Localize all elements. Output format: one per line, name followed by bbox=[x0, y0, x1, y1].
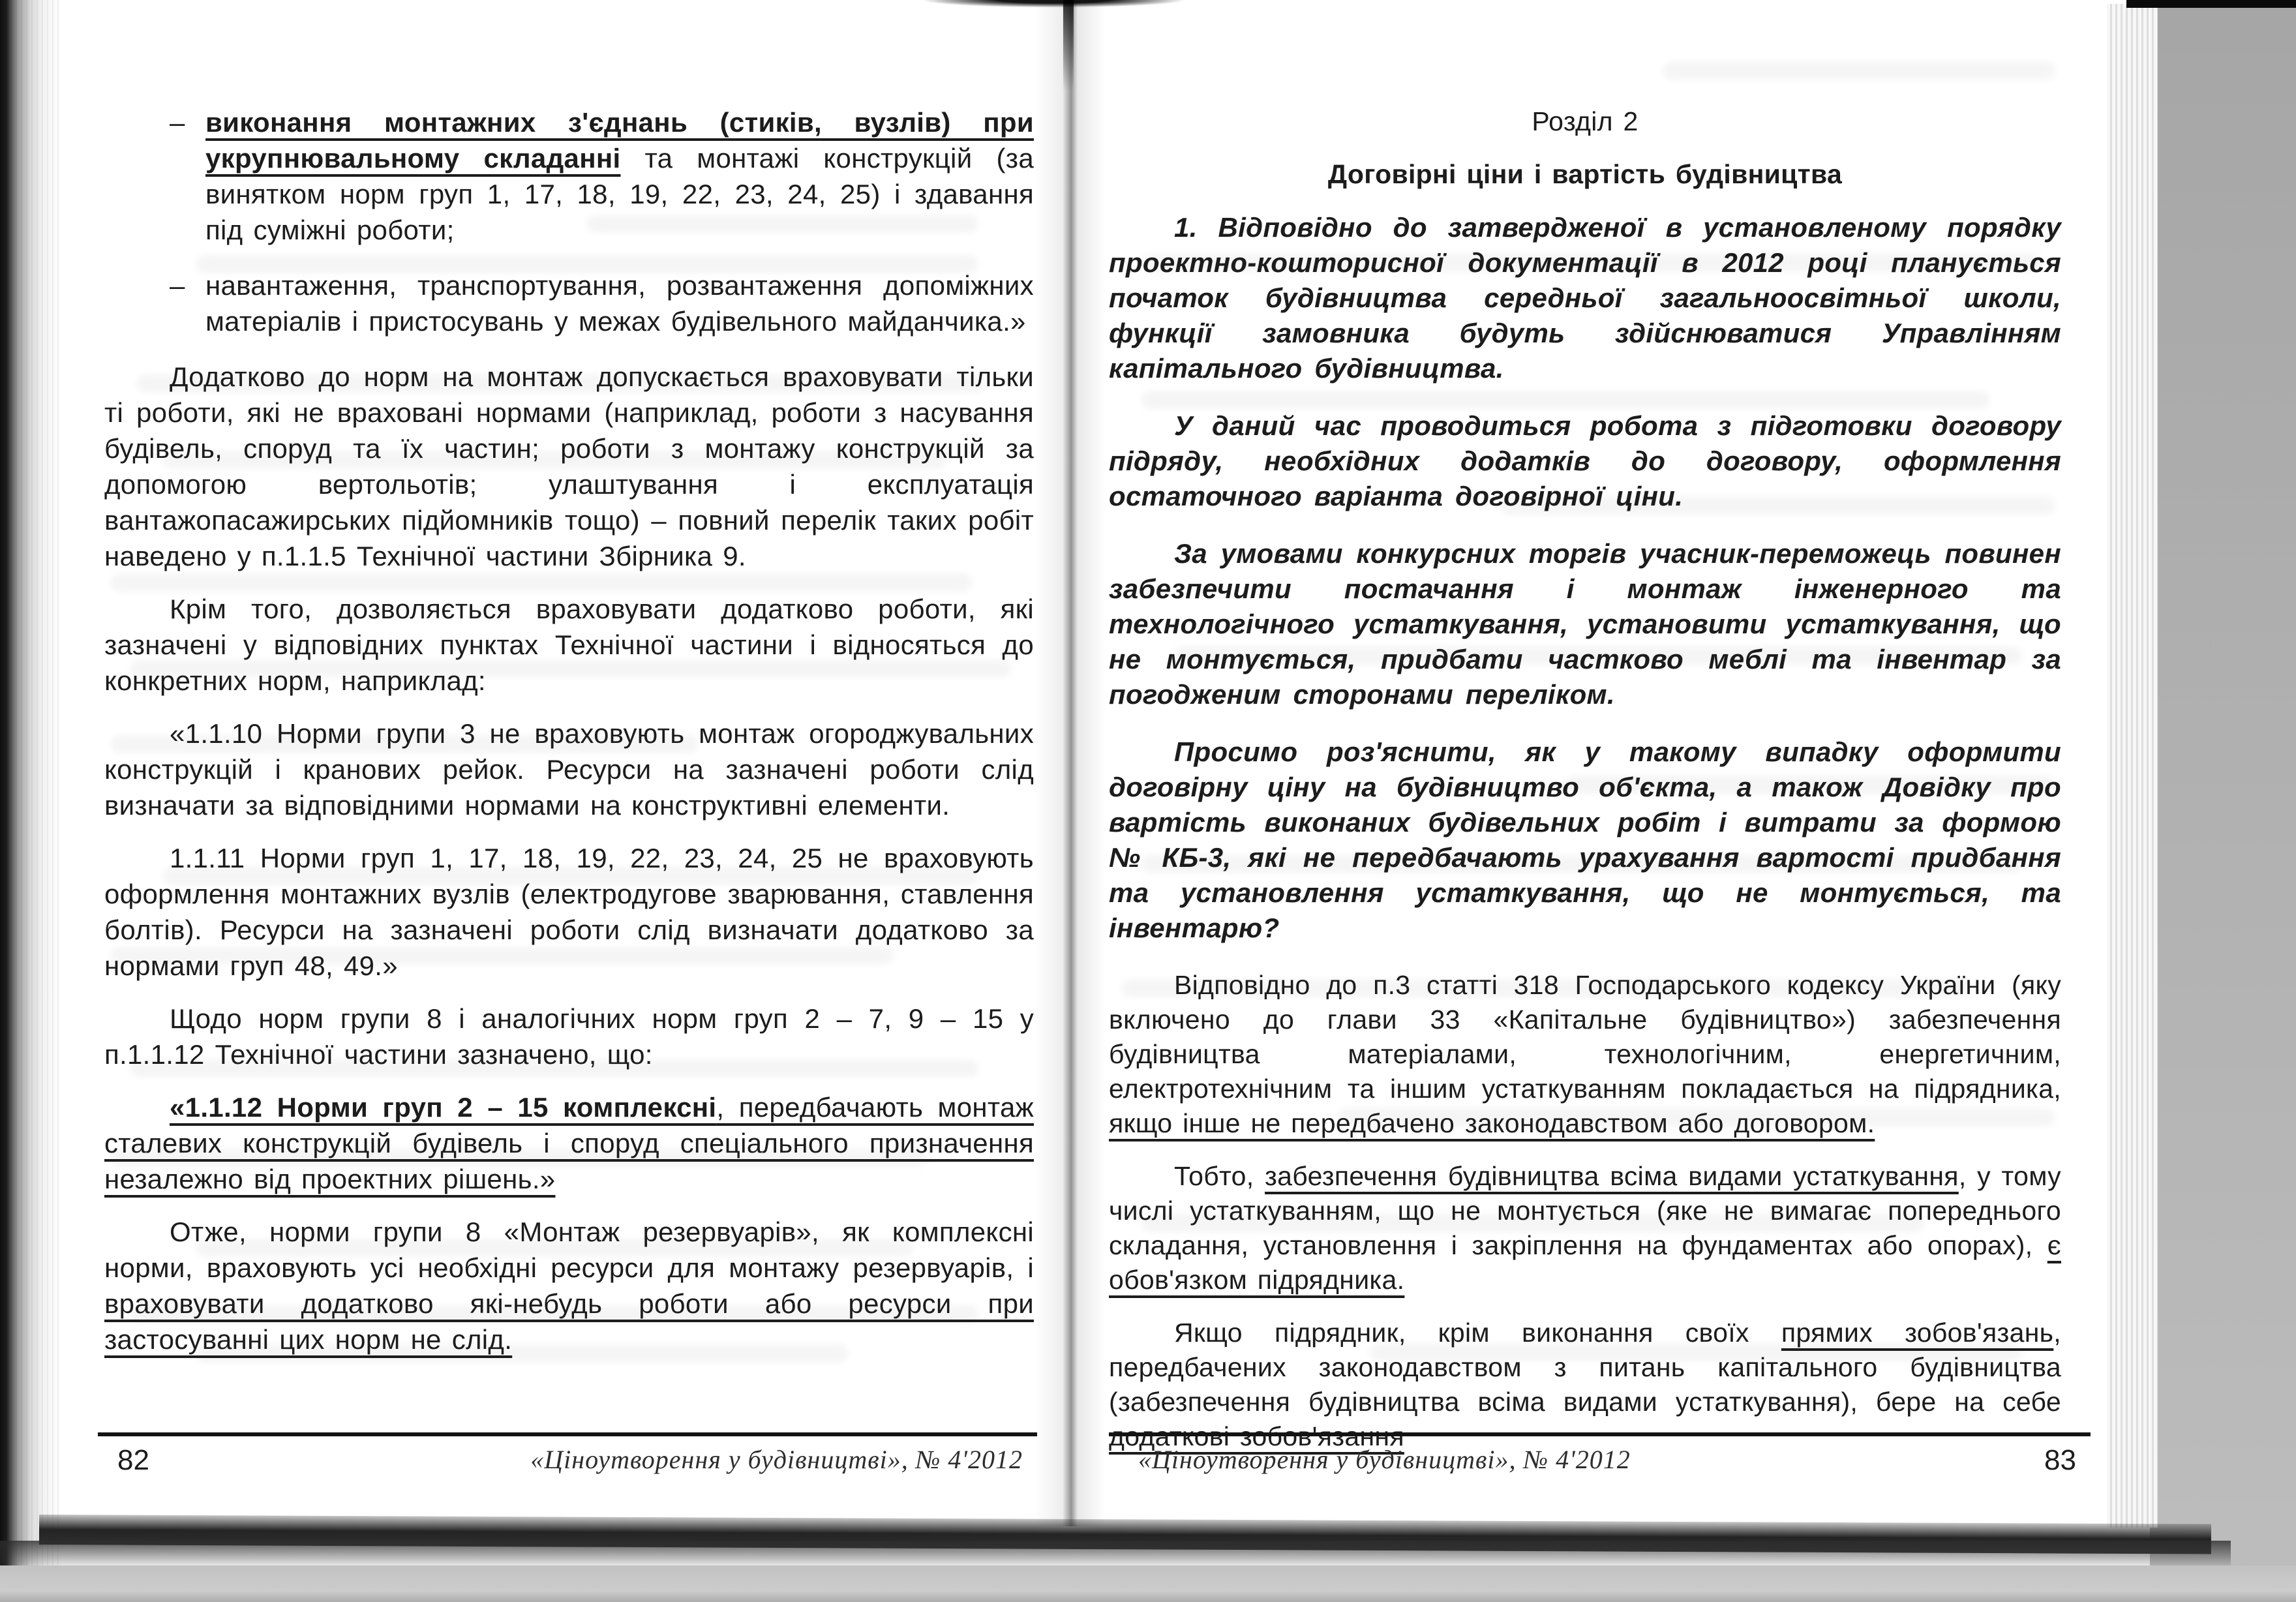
text-run: є обов'язком підрядника. bbox=[1109, 1230, 2061, 1295]
text-run: Договірні ціни і вартість будівництва bbox=[1327, 159, 1843, 189]
book-spine-shadow-top bbox=[871, 0, 1236, 10]
paragraph bbox=[104, 1001, 1034, 1072]
text-run: додаткові зобов'язання bbox=[1109, 1421, 1404, 1451]
scanner-background-bottom bbox=[0, 1565, 2296, 1602]
scanner-strip-top-right bbox=[2126, 0, 2296, 8]
text-run: Якщо підрядник, крім виконання своїх bbox=[1174, 1318, 1781, 1348]
bottom-page-edge-shadow bbox=[39, 1515, 2211, 1554]
text-run: навантаження, транспортування, розвантаження допоміжних матеріалів і пристосувань у межах будівельного майданчика.» bbox=[205, 270, 1034, 337]
paragraph bbox=[1109, 210, 2061, 386]
paragraph bbox=[1109, 536, 2061, 712]
book-spine-line-top bbox=[1063, 0, 1074, 91]
bullet-dash: – bbox=[170, 107, 185, 138]
text-run: , у тому числі устаткуванням, що не монтується (яке не вимагає попереднього складання, установлення і закріплення на фундаментах або опорах), bbox=[1109, 1161, 2061, 1260]
right-page-footer bbox=[1109, 1432, 2091, 1477]
page-stack-edge-right bbox=[2107, 4, 2158, 1528]
journal-title: «Ціноутворення у будівництві», № 4'2012 bbox=[1138, 1445, 1631, 1474]
paragraph bbox=[104, 1214, 1034, 1357]
page-number: 82 bbox=[117, 1444, 149, 1476]
left-page bbox=[104, 104, 1034, 1374]
text-run: 1.1.11 Норми груп 1, 17, 18, 19, 22, 23, 24, 25 не враховують оформлення монтажних вузлів (електродугове зварювання, ставлення болтів). Ресурси на зазначені роботи слід визначати додатково за нормами груп 48, 49.» bbox=[104, 843, 1034, 981]
bullet-dash: – bbox=[170, 270, 185, 301]
text-run: , передбачених законодавством з питань капітального будівництва (забезпечення будівництва всіма видами устаткування), бере на себе bbox=[1109, 1318, 2061, 1417]
bleed-through bbox=[1663, 62, 2055, 79]
heading bbox=[1109, 104, 2061, 139]
journal-title: «Ціноутворення у будівництві», № 4'2012 bbox=[530, 1445, 1023, 1474]
page-edge-left bbox=[0, 0, 62, 1565]
bullet-item bbox=[104, 104, 1034, 248]
paragraph bbox=[1109, 968, 2061, 1141]
paragraph bbox=[104, 591, 1034, 699]
bullet-item bbox=[104, 267, 1034, 339]
text-run: Просимо роз'яснити, як у такому випадку оформити договірну ціну на будівництво об'єкта, а також Довідку про вартість виконаних будівельних робіт і витрати за формою № КБ-3, які не передбачають урахування вартості придбання та установлення устаткування, що не монтується, та інвентарю? bbox=[1109, 736, 2061, 943]
text-run: якщо інше не передбачено законодавством або договором. bbox=[1109, 1108, 1875, 1138]
text-run: Розділ 2 bbox=[1532, 106, 1639, 136]
text-run: забезпечення будівництва всіма видами устаткування bbox=[1265, 1161, 1959, 1191]
paragraph bbox=[104, 359, 1034, 574]
text-run: За умовами конкурсних торгів учасник-переможець повинен забезпечити постачання і монтаж інженерного та технологічного устаткування, установити устаткування, що не монтується, придбати частково меблі та інвентар за погодженим сторонами переліком. bbox=[1109, 538, 2061, 710]
text-run: «1.1.12 Норми груп 2 – 15 комплексні bbox=[170, 1092, 717, 1123]
text-run: , передбачають монтаж сталевих конструкцій будівель і споруд спеціального призначення незалежно від проектних рішень.» bbox=[104, 1092, 1034, 1194]
text-run: та монтажі конструкцій (за винятком норм груп 1, 17, 18, 19, 22, 23, 24, 25) і здавання під суміжні роботи; bbox=[205, 143, 1034, 245]
text-run: виконання монтажних з'єднань (стиків, вузлів) при укрупнювальному складанні bbox=[205, 107, 1034, 174]
paragraph bbox=[104, 840, 1034, 984]
scanner-background-right bbox=[2150, 5, 2296, 1602]
paragraph bbox=[104, 716, 1034, 823]
paragraph bbox=[104, 1089, 1034, 1197]
bottom-shadow-fade bbox=[0, 1541, 2231, 1568]
paragraph bbox=[1109, 734, 2061, 946]
right-page bbox=[1109, 104, 2061, 1472]
text-run: «1.1.10 Норми групи 3 не враховують монтаж огороджувальних конструкцій і кранових рейок. Ресурси на зазначені роботи слід визначати за відповідними нормами на конструктивні елементи. bbox=[104, 718, 1034, 821]
text-run: Відповідно до п.3 статті 318 Господарського кодексу України (яку включено до глави 33 «Капітальне будівництво») забезпечення будівництва матеріалами, технологічним, енергетичним, електротехнічним та іншим устаткуванням покладається на підрядника, bbox=[1109, 970, 2061, 1104]
book-spine-shadow bbox=[1034, 0, 1106, 1526]
paragraph bbox=[1109, 1159, 2061, 1297]
text-run: враховувати додатково які-небудь роботи або ресурси при застосуванні цих норм не слід. bbox=[104, 1288, 1034, 1355]
text-run: Щодо норм групи 8 і аналогічних норм груп 2 – 7, 9 – 15 у п.1.1.12 Технічної частини зазначено, що: bbox=[104, 1003, 1034, 1070]
text-run: Отже, норми групи 8 «Монтаж резервуарів», як комплексні норми, враховують усі необхідні ресурси для монтажу резервуарів, і bbox=[104, 1217, 1034, 1283]
text-run: Додатково до норм на монтаж допускається враховувати тільки ті роботи, які не враховані нормами (наприклад, роботи з насування будівель, споруд та їх частин; роботи з монтажу конструкцій за допомогою вертольотів; улаштування і експлуатація вантажопасажирських підйомників тощо) – повний перелік таких робіт наведено у п.1.1.5 Технічної частини Збірника 9. bbox=[104, 361, 1034, 571]
text-run: 1. Відповідно до затвердженої в установленому порядку проектно-кошторисної документації в 2012 році планується початок будівництва середньої загальноосвітньої школи, функції замовника будуть здійснюватися Управлінням капітального будівництва. bbox=[1109, 212, 2061, 384]
text-run: Крім того, дозволяється враховувати додатково роботи, які зазначені у відповідних пунктах Технічної частини і відносяться до конкретних норм, наприклад: bbox=[104, 594, 1034, 696]
paragraph bbox=[1109, 408, 2061, 514]
page-number: 83 bbox=[2044, 1444, 2076, 1476]
left-page-footer bbox=[98, 1432, 1037, 1477]
text-run: У даний час проводиться робота з підготовки договору підряду, необхідних додатків до договору, оформлення остаточного варіанта договірної ціни. bbox=[1109, 410, 2061, 511]
text-run: Тобто, bbox=[1174, 1161, 1265, 1191]
text-run: прямих зобов'язань bbox=[1781, 1318, 2054, 1348]
heading bbox=[1109, 157, 2061, 192]
